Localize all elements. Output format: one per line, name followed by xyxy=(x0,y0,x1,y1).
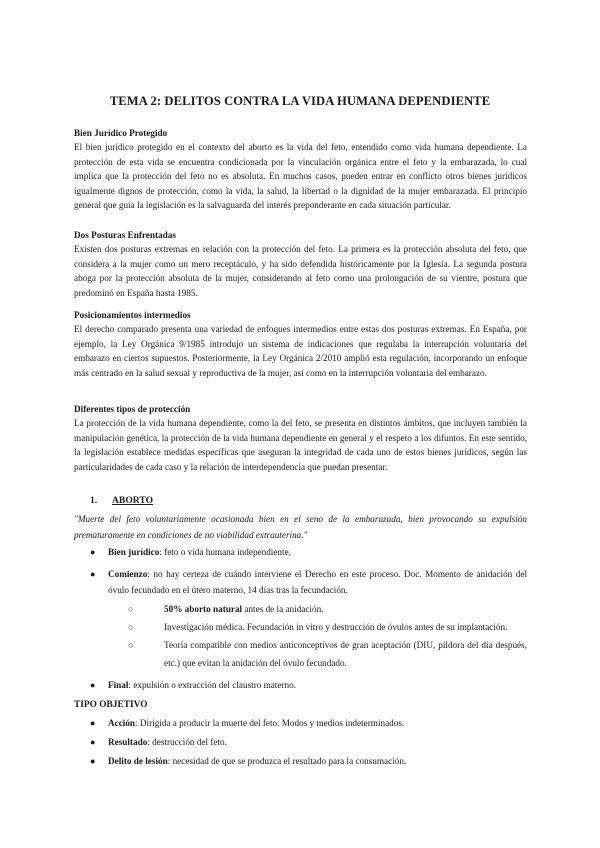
list-item xyxy=(90,754,527,770)
sub-bullet-text: Teoría compatible con medios anticonceptivos de gran aceptación (DIU, píldora del día después, etc.) que evitan la anidación del óvulo fecundado. xyxy=(164,640,527,669)
aborto-definition-quote: "Muerte del feto voluntariamente ocasionada bien en el seno de la embarazada, bien provocando su expulsión prematuramente en condiciones de no viabilidad extrauterina." xyxy=(74,514,527,540)
section-tipos-proteccion xyxy=(74,402,527,474)
list-item xyxy=(90,716,527,732)
aborto-label: ABORTO xyxy=(112,495,154,506)
sub-bullet-term: 50% aborto natural xyxy=(164,604,243,615)
aborto-bullet-list xyxy=(90,545,527,694)
sub-bullet-icon: ○ xyxy=(128,604,134,615)
section-dos-posturas xyxy=(74,228,527,300)
list-item xyxy=(90,545,527,561)
bullet-icon: ● xyxy=(90,568,96,579)
section-heading: Posicionamientos intermedios xyxy=(74,310,191,320)
list-item xyxy=(90,735,527,751)
bullet-text: : necesidad de que se produzca el resultado para la consumación. xyxy=(167,755,407,766)
comienzo-sub-list xyxy=(128,600,527,672)
sub-bullet-text: antes de la anidación. xyxy=(242,604,324,615)
section-bien-juridico xyxy=(74,126,527,213)
bullet-text: : no hay certeza de cuándo interviene el Derecho en este proceso. Doc. Momento de anidación del óvulo fecundado en el útero materno, 14 días tras la fecundación. xyxy=(108,568,527,595)
aborto-number: 1. xyxy=(90,495,98,506)
bullet-term: Comienzo xyxy=(108,568,148,579)
list-item xyxy=(90,678,527,694)
bullet-text: : destrucción del feto. xyxy=(147,736,227,747)
section-heading: Diferentes tipos de protección xyxy=(74,404,191,414)
list-item xyxy=(128,618,527,636)
page-title: TEMA 2: DELITOS CONTRA LA VIDA HUMANA DEPENDIENTE xyxy=(109,94,491,108)
bullet-term: Delito de lesión xyxy=(108,755,168,766)
section-body: Existen dos posturas extremas en relación con la protección del feto. La primera es la protección absoluta del feto, que considera a la mujer como un mero receptáculo, y ha sido defendida históricamente por la Iglesia. La segunda postura aboga por la protección absoluta de la mujer, considerando al feto como una prolongación de su vientre, postura que predominó en España hasta 1985. xyxy=(74,244,527,298)
bullet-term: Acción xyxy=(108,718,136,728)
sub-bullet-text: Investigación médica. Fecundación in vitro y destrucción de óvulos antes de su implantación. xyxy=(164,622,508,633)
bullet-text: : Dirigida a producir la muerte del feto. Modos y medios indeterminados. xyxy=(135,718,405,728)
bullet-icon: ● xyxy=(90,736,96,747)
bullet-icon: ● xyxy=(90,680,96,691)
section-body: La protección de la vida humana dependiente, como la del feto, se presenta en distintos ámbitos, que incluyen también la manipulación genética, la protección de la vida humana dependiente en general y el respeto a los difuntos. En este sentido, la legislación establece medidas específicas que aseguran la integridad de cada uno de estos bienes jurídicos, según las particularidades de cada caso y la relación de interdependencia que puedan presentar. xyxy=(74,418,527,472)
section-heading: Dos Posturas Enfrentadas xyxy=(74,230,176,240)
section-body: El derecho comparado presenta una variedad de enfoques intermedios entre estas dos posturas extremas. En España, por ejemplo, la Ley Orgánica 9/1985 introdujo un sistema de indicaciones que regulaba la interrupción voluntaria del embarazo en ciertos supuestos. Posteriormente, la Ley Orgánica 2/2010 amplió esta regulación, incorporando un enfoque más centrado en la salud sexual y reproductiva de la mujer, así como en la interrupción voluntaria del embarazo. xyxy=(74,324,527,378)
bullet-text: : feto o vida humana independiente. xyxy=(159,547,291,557)
list-item xyxy=(128,636,527,672)
tipo-objetivo-bullet-list xyxy=(90,716,527,769)
bullet-term: Resultado xyxy=(108,736,148,747)
sub-bullet-icon: ○ xyxy=(128,640,134,651)
bullet-icon: ● xyxy=(90,547,96,557)
section-body: El bien jurídico protegido en el contexto del aborto es la vida del feto, entendido como vida humana dependiente. La protección de esta vida se encuentra condicionada por la vinculación orgánica entre el feto y la embarazada, lo cual implica que la protección del feto no es absoluta. En muchos casos, pueden entrar en conflicto otros bienes jurídicos igualmente dignos de protección, como la vida, la salud, la libertad o la dignidad de la mujer embarazada. El principio general que guía la legislación es la salvaguarda del interés preponderante en cada situación particular. xyxy=(74,142,527,211)
bullet-icon: ● xyxy=(90,755,96,766)
aborto-heading xyxy=(90,495,153,506)
bullet-term: Final xyxy=(108,680,129,691)
section-posicionamientos xyxy=(74,308,527,380)
section-heading: Bien Jurídico Protegido xyxy=(74,128,168,138)
list-item xyxy=(128,600,527,618)
bullet-icon: ● xyxy=(90,718,96,728)
list-item xyxy=(90,567,527,673)
sub-bullet-icon: ○ xyxy=(128,622,134,633)
bullet-text: : expulsión o extracción del claustro materno. xyxy=(128,680,297,691)
tipo-objetivo-heading: TIPO OBJETIVO xyxy=(74,700,148,710)
bullet-term: Bien jurídico xyxy=(108,547,160,557)
